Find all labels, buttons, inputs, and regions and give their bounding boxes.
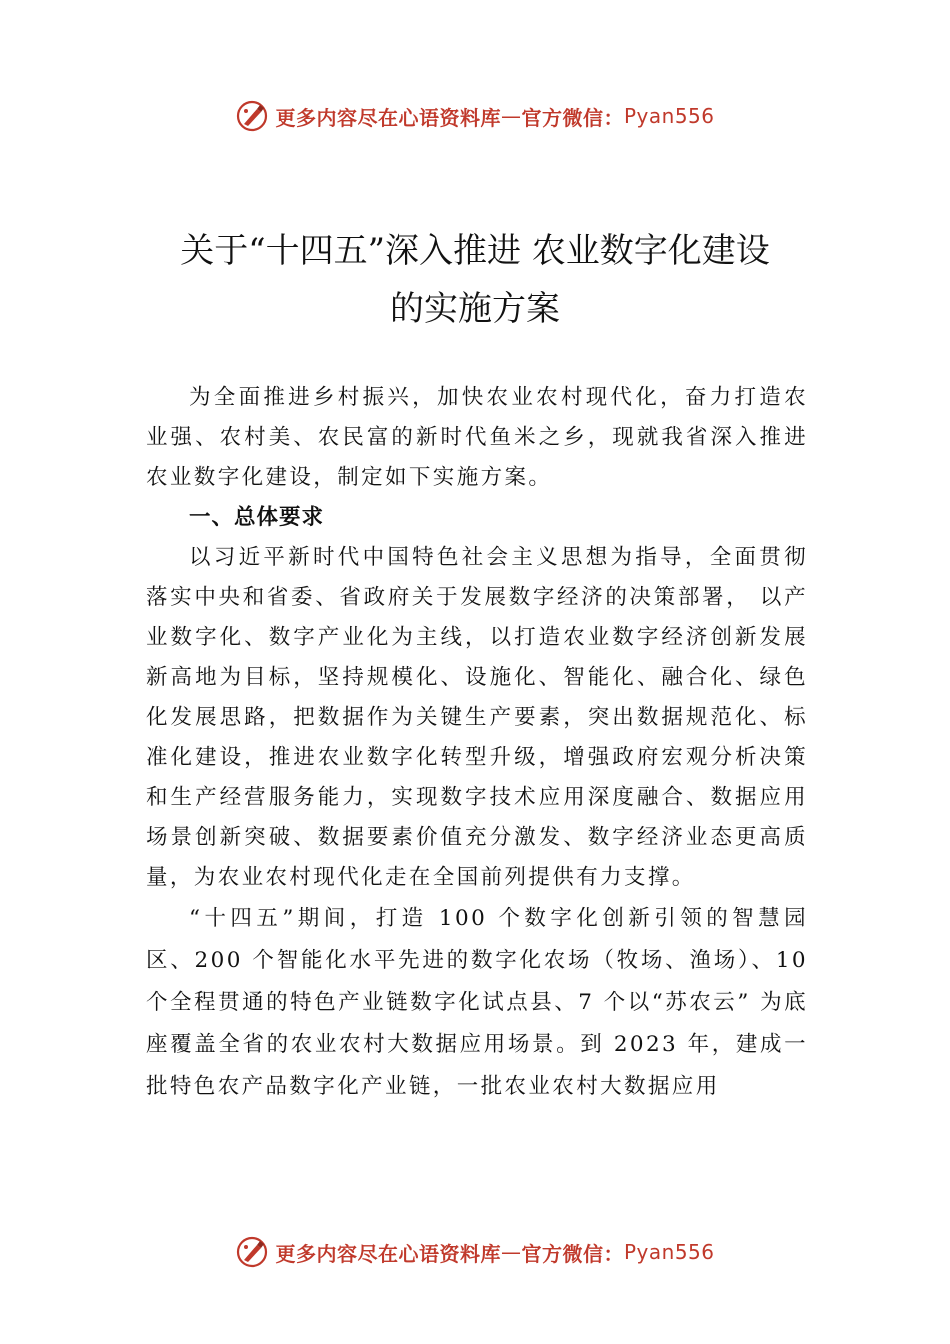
pen-nib-logo-icon [235, 1235, 269, 1269]
pen-nib-logo-icon [235, 99, 269, 133]
title-line-1: 关于“十四五”深入推进 农业数字化建设 [180, 231, 770, 271]
header-watermark-banner [0, 96, 950, 136]
targets-paragraph: “十四五”期间，打造 100 个数字化创新引领的智慧园区、200 个智能化水平先进的数字化农场（牧场、渔场）、10 个全程贯通的特色产业链数字化试点县、7 个以“苏农云” 为底座覆盖全省的农业农村大数据应用场景。到 2023 年，建成一批特色农产品数字化产业链，一批农业农村大数据应用 [146, 906, 808, 1099]
banner-brand-text: 更多内容尽在心语资料库 [275, 105, 501, 130]
banner-wechat-label: 官方微信： [521, 1241, 624, 1266]
banner-brand-text: 更多内容尽在心语资料库 [275, 1241, 501, 1266]
banner-wechat-id: Pyan556 [623, 104, 715, 128]
section-1-paragraph: 以习近平新时代中国特色社会主义思想为指导，全面贯彻落实中央和省委、省政府关于发展数字经济的决策部署， 以产业数字化、数字产业化为主线，以打造农业数字经济创新发展新高地为目标，坚持规模化、设施化、智能化、融合化、绿色化发展思路，把数据作为关键生产要素，突出数据规范化、标准化建设，推进农业数字化转型升级，增强政府宏观分析决策和生产经营服务能力，实现数字技术应用深度融合、数据应用场景创新突破、数据要素价值充分激发、数字经济业态更高质量，为农业农村现代化走在全国前列提供有力支撑。 [146, 545, 808, 890]
intro-paragraph: 为全面推进乡村振兴，加快农业农村现代化，奋力打造农业强、农村美、农民富的新时代鱼米之乡，现就我省深入推进农业数字化建设，制定如下实施方案。 [146, 385, 808, 490]
title-line-2: 的实施方案 [390, 289, 560, 329]
banner-wechat-id: Pyan556 [623, 1240, 715, 1264]
document-title [100, 222, 850, 338]
banner-dash: — [500, 1240, 522, 1264]
section-1-heading: 一、总体要求 [189, 505, 325, 530]
banner-wechat-label: 官方微信： [521, 105, 624, 130]
banner-dash: — [500, 104, 522, 128]
document-body [146, 378, 808, 1108]
footer-watermark-banner [0, 1232, 950, 1272]
